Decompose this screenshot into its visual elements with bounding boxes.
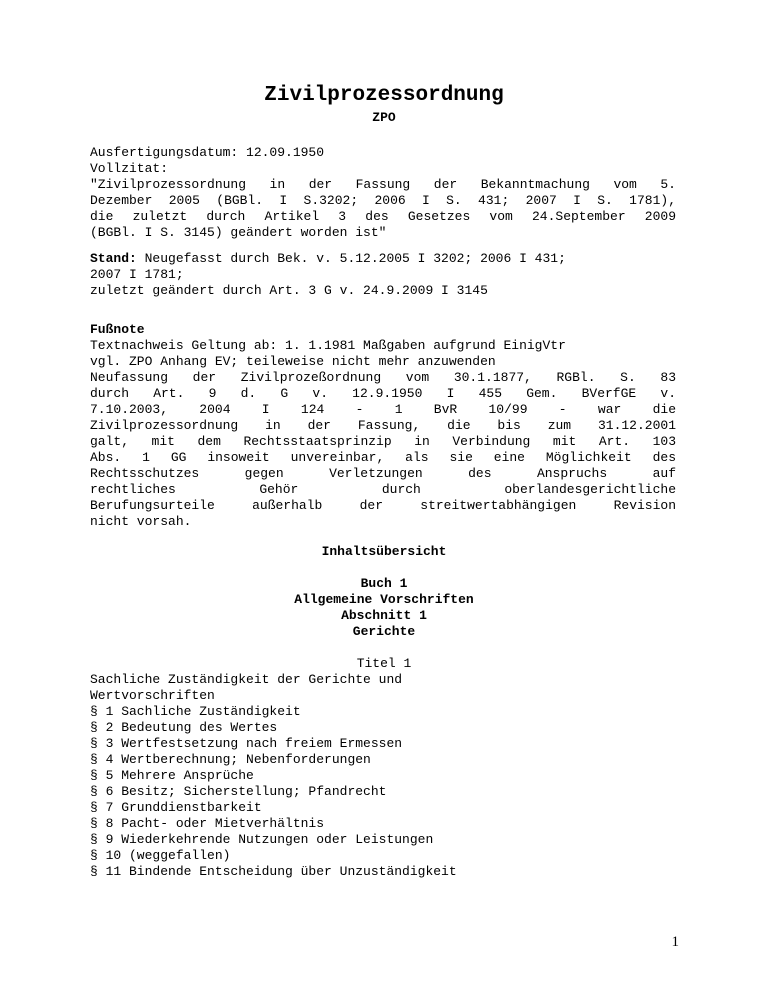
metadata-block	[90, 145, 676, 241]
footnote-line: Neufassung der Zivilprozeßordnung vom 30.1.1877, RGBl. S. 83	[90, 370, 676, 385]
stand-line	[90, 251, 676, 267]
title-number: Titel 1	[356, 656, 412, 671]
stand-block	[90, 251, 676, 299]
toc-item: § 1 Sachliche Zuständigkeit	[90, 704, 301, 719]
toc-item: § 8 Pacht- oder Mietverhältnis	[90, 816, 325, 831]
footnote-line: vgl. ZPO Anhang EV; teileweise nicht mehr anzuwenden	[90, 354, 496, 369]
toc-item: § 10 (weggefallen)	[90, 848, 231, 863]
citation-line: Dezember 2005 (BGBl. I S.3202; 2006 I S. 431; 2007 I S. 1781),	[90, 193, 676, 208]
toc-list	[90, 672, 676, 880]
toc-item: § 6 Besitz; Sicherstellung; Pfandrecht	[90, 784, 387, 799]
toc-item: § 4 Wertberechnung; Nebenforderungen	[90, 752, 371, 767]
footnote-line: nicht vorsah.	[90, 514, 192, 529]
stand-label: Stand:	[90, 251, 137, 266]
citation-line: (BGBl. I S. 3145) geändert worden ist"	[90, 225, 387, 240]
book-title: Allgemeine Vorschriften	[294, 592, 474, 607]
footnote-line: Berufungsurteile außerhalb der streitwertabhängigen Revision	[90, 498, 676, 513]
stand-text: Neugefasst durch Bek. v. 5.12.2005 I 3202; 2006 I 431;	[136, 251, 566, 266]
footnote-line: Zivilprozessordnung in der Fassung, die bis zum 31.12.2001	[90, 418, 676, 433]
stand-line: 2007 I 1781;	[90, 267, 184, 282]
footnote-line: durch Art. 9 d. G v. 12.9.1950 I 455 Gem. BVerfGE v.	[90, 386, 676, 401]
citation-line: "Zivilprozessordnung in der Fassung der Bekanntmachung vom 5.	[90, 177, 676, 192]
document-title: Zivilprozessordnung	[264, 84, 504, 107]
footnote-heading: Fußnote	[90, 322, 145, 337]
toc-item: § 3 Wertfestsetzung nach freiem Ermessen	[90, 736, 403, 751]
toc-heading: Inhaltsübersicht	[321, 544, 447, 559]
citation-line: die zuletzt durch Artikel 3 des Gesetzes vom 24.September 2009	[90, 209, 676, 224]
footnote-block	[90, 322, 676, 530]
toc-item: § 7 Grunddienstbarkeit	[90, 800, 262, 815]
title-heading-line: Sachliche Zuständigkeit der Gerichte und	[90, 672, 403, 687]
vollzitat-label: Vollzitat:	[90, 161, 169, 176]
toc-item: § 2 Bedeutung des Wertes	[90, 720, 278, 735]
toc-item: § 5 Mehrere Ansprüche	[90, 768, 254, 783]
page-number: 1	[671, 934, 679, 950]
document-abbreviation: ZPO	[372, 110, 396, 125]
book-number: Buch 1	[360, 576, 408, 591]
toc-item: § 11 Bindende Entscheidung über Unzuständigkeit	[90, 864, 457, 879]
footnote-line: Rechtsschutzes gegen Verletzungen des Anspruchs auf	[90, 466, 676, 481]
footnote-line: Textnachweis Geltung ab: 1. 1.1981 Maßgaben aufgrund EinigVtr	[90, 338, 566, 353]
section-number: Abschnitt 1	[341, 608, 427, 623]
title-heading-line: Wertvorschriften	[90, 688, 215, 703]
footnote-line: Abs. 1 GG insoweit unvereinbar, als sie eine Möglichkeit des	[90, 450, 676, 465]
issue-date: Ausfertigungsdatum: 12.09.1950	[90, 145, 325, 160]
footnote-line: rechtliches Gehör durch oberlandesgerichtliche	[90, 482, 676, 497]
stand-line: zuletzt geändert durch Art. 3 G v. 24.9.2009 I 3145	[90, 283, 488, 298]
footnote-line: 7.10.2003, 2004 I 124 - 1 BvR 10/99 - war die	[90, 402, 676, 417]
footnote-line: galt, mit dem Rechtsstaatsprinzip in Verbindung mit Art. 103	[90, 434, 676, 449]
section-title: Gerichte	[352, 624, 416, 639]
toc-item: § 9 Wiederkehrende Nutzungen oder Leistungen	[90, 832, 434, 847]
